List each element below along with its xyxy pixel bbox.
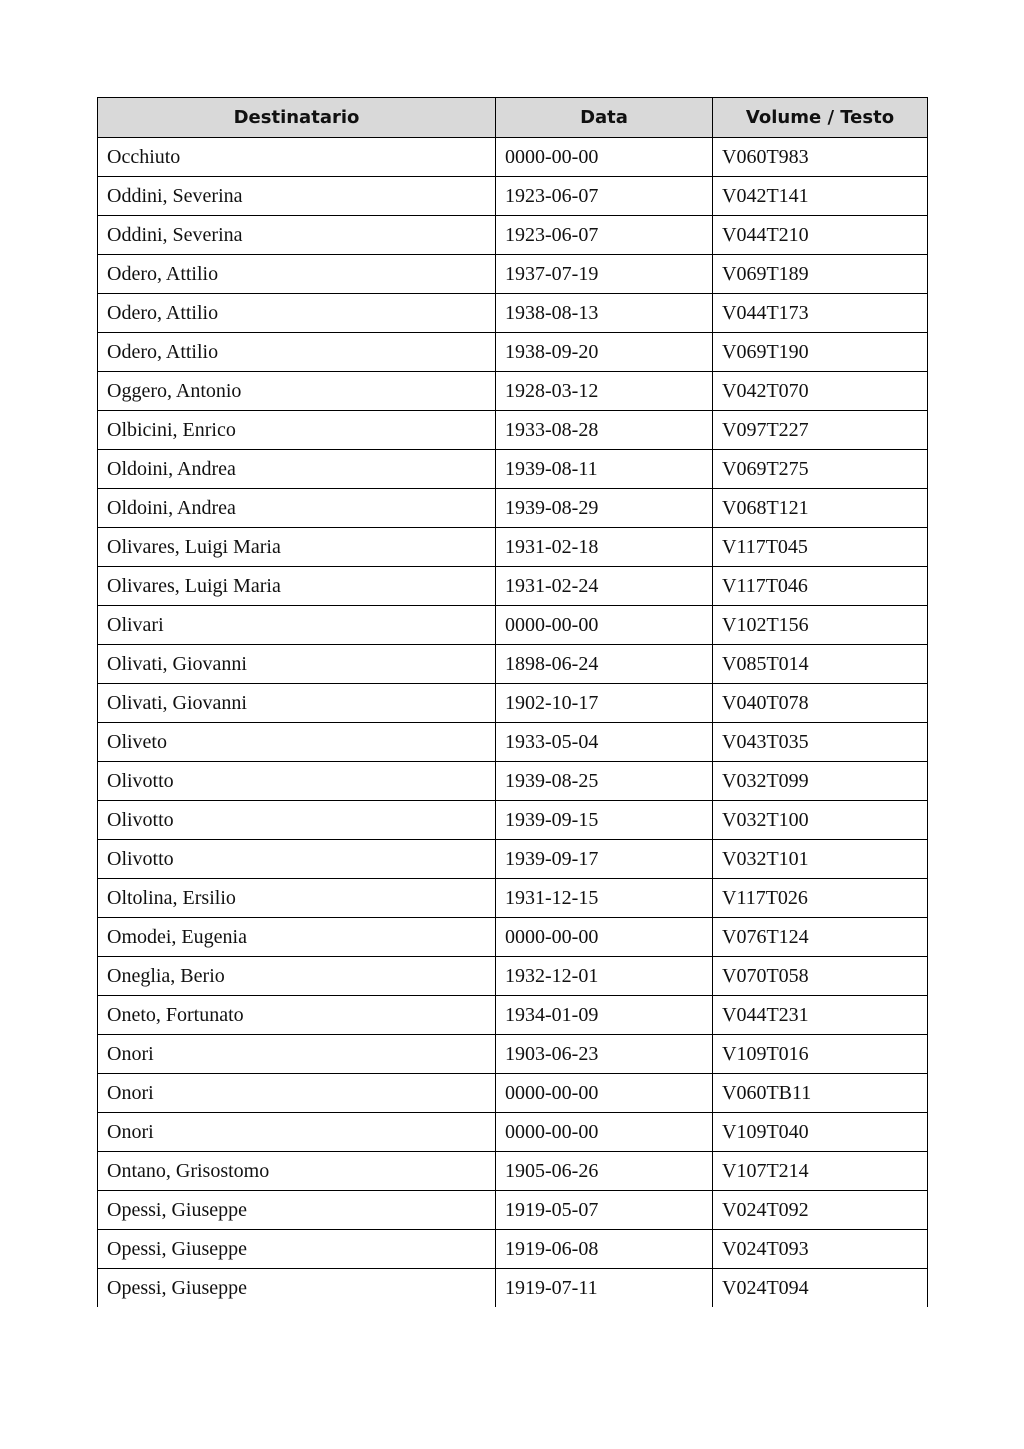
cell-recipient: Olbicini, Enrico [98, 411, 496, 450]
table-row [98, 684, 928, 723]
table-row [98, 333, 928, 372]
cell-date: 1939-09-15 [496, 801, 713, 840]
table-row [98, 645, 928, 684]
cell-recipient: Oltolina, Ersilio [98, 879, 496, 918]
cell-date: 1923-06-07 [496, 216, 713, 255]
cell-recipient: Opessi, Giuseppe [98, 1269, 496, 1308]
cell-volume: V069T189 [713, 255, 928, 294]
cell-recipient: Olivari [98, 606, 496, 645]
cell-date: 1931-12-15 [496, 879, 713, 918]
cell-date: 0000-00-00 [496, 1074, 713, 1113]
cell-date: 1902-10-17 [496, 684, 713, 723]
table-row [98, 1269, 928, 1308]
cell-volume: V060TB11 [713, 1074, 928, 1113]
cell-date: 1903-06-23 [496, 1035, 713, 1074]
cell-date: 1939-08-11 [496, 450, 713, 489]
cell-recipient: Odero, Attilio [98, 294, 496, 333]
cell-volume: V107T214 [713, 1152, 928, 1191]
table-row [98, 489, 928, 528]
cell-recipient: Opessi, Giuseppe [98, 1191, 496, 1230]
cell-recipient: Olivares, Luigi Maria [98, 528, 496, 567]
cell-date: 0000-00-00 [496, 606, 713, 645]
cell-volume: V024T094 [713, 1269, 928, 1308]
cell-recipient: Oggero, Antonio [98, 372, 496, 411]
table-row [98, 1152, 928, 1191]
cell-volume: V040T078 [713, 684, 928, 723]
table-row [98, 1191, 928, 1230]
table-row [98, 450, 928, 489]
cell-recipient: Ontano, Grisostomo [98, 1152, 496, 1191]
cell-date: 0000-00-00 [496, 138, 713, 177]
column-header-volume: Volume / Testo [713, 98, 928, 138]
cell-volume: V042T141 [713, 177, 928, 216]
cell-recipient: Oddini, Severina [98, 216, 496, 255]
table-body [98, 138, 928, 1308]
cell-date: 1939-08-25 [496, 762, 713, 801]
table-row [98, 606, 928, 645]
cell-volume: V109T040 [713, 1113, 928, 1152]
recipient-index-table [97, 97, 928, 1307]
cell-recipient: Occhiuto [98, 138, 496, 177]
table-row [98, 1230, 928, 1269]
cell-recipient: Oldoini, Andrea [98, 450, 496, 489]
cell-date: 1938-09-20 [496, 333, 713, 372]
cell-volume: V042T070 [713, 372, 928, 411]
table-row [98, 528, 928, 567]
cell-date: 1923-06-07 [496, 177, 713, 216]
cell-date: 1938-08-13 [496, 294, 713, 333]
cell-date: 1931-02-18 [496, 528, 713, 567]
cell-recipient: Olivati, Giovanni [98, 684, 496, 723]
table-row [98, 1074, 928, 1113]
cell-volume: V085T014 [713, 645, 928, 684]
cell-recipient: Olivotto [98, 801, 496, 840]
cell-date: 1919-07-11 [496, 1269, 713, 1308]
cell-recipient: Oddini, Severina [98, 177, 496, 216]
cell-volume: V060T983 [713, 138, 928, 177]
cell-volume: V032T099 [713, 762, 928, 801]
cell-date: 1898-06-24 [496, 645, 713, 684]
cell-recipient: Olivotto [98, 762, 496, 801]
cell-recipient: Opessi, Giuseppe [98, 1230, 496, 1269]
cell-date: 1905-06-26 [496, 1152, 713, 1191]
cell-volume: V117T045 [713, 528, 928, 567]
cell-volume: V109T016 [713, 1035, 928, 1074]
table-row [98, 216, 928, 255]
cell-volume: V076T124 [713, 918, 928, 957]
cell-date: 1919-05-07 [496, 1191, 713, 1230]
cell-date: 1932-12-01 [496, 957, 713, 996]
table-header [98, 98, 928, 138]
cell-volume: V069T190 [713, 333, 928, 372]
cell-recipient: Olivotto [98, 840, 496, 879]
cell-date: 1931-02-24 [496, 567, 713, 606]
column-header-recipient: Destinatario [98, 98, 496, 138]
cell-volume: V032T101 [713, 840, 928, 879]
cell-date: 0000-00-00 [496, 1113, 713, 1152]
table-row [98, 801, 928, 840]
cell-volume: V117T046 [713, 567, 928, 606]
table-row [98, 411, 928, 450]
cell-recipient: Onori [98, 1035, 496, 1074]
table-row [98, 723, 928, 762]
cell-recipient: Odero, Attilio [98, 333, 496, 372]
table-row [98, 1035, 928, 1074]
table-row [98, 372, 928, 411]
cell-volume: V032T100 [713, 801, 928, 840]
cell-recipient: Olivares, Luigi Maria [98, 567, 496, 606]
cell-date: 0000-00-00 [496, 918, 713, 957]
cell-recipient: Onori [98, 1074, 496, 1113]
cell-recipient: Omodei, Eugenia [98, 918, 496, 957]
cell-volume: V117T026 [713, 879, 928, 918]
cell-volume: V097T227 [713, 411, 928, 450]
table-row [98, 1113, 928, 1152]
cell-recipient: Oldoini, Andrea [98, 489, 496, 528]
cell-recipient: Onori [98, 1113, 496, 1152]
cell-volume: V070T058 [713, 957, 928, 996]
cell-recipient: Odero, Attilio [98, 255, 496, 294]
cell-volume: V024T092 [713, 1191, 928, 1230]
table-row [98, 294, 928, 333]
table-row [98, 762, 928, 801]
cell-recipient: Oliveto [98, 723, 496, 762]
cell-recipient: Olivati, Giovanni [98, 645, 496, 684]
cell-date: 1937-07-19 [496, 255, 713, 294]
cell-date: 1934-01-09 [496, 996, 713, 1035]
cell-volume: V044T231 [713, 996, 928, 1035]
cell-date: 1919-06-08 [496, 1230, 713, 1269]
cell-date: 1933-05-04 [496, 723, 713, 762]
table-row [98, 255, 928, 294]
table-row [98, 177, 928, 216]
table-row [98, 996, 928, 1035]
cell-volume: V069T275 [713, 450, 928, 489]
cell-date: 1928-03-12 [496, 372, 713, 411]
cell-volume: V102T156 [713, 606, 928, 645]
table-row [98, 840, 928, 879]
table-row [98, 918, 928, 957]
cell-volume: V044T173 [713, 294, 928, 333]
column-header-date: Data [496, 98, 713, 138]
cell-volume: V024T093 [713, 1230, 928, 1269]
table-row [98, 879, 928, 918]
table-row [98, 138, 928, 177]
table-row [98, 567, 928, 606]
cell-volume: V068T121 [713, 489, 928, 528]
header-row [98, 98, 928, 138]
cell-date: 1933-08-28 [496, 411, 713, 450]
cell-volume: V044T210 [713, 216, 928, 255]
cell-volume: V043T035 [713, 723, 928, 762]
cell-recipient: Oneto, Fortunato [98, 996, 496, 1035]
cell-date: 1939-09-17 [496, 840, 713, 879]
cell-recipient: Oneglia, Berio [98, 957, 496, 996]
cell-date: 1939-08-29 [496, 489, 713, 528]
table-row [98, 957, 928, 996]
